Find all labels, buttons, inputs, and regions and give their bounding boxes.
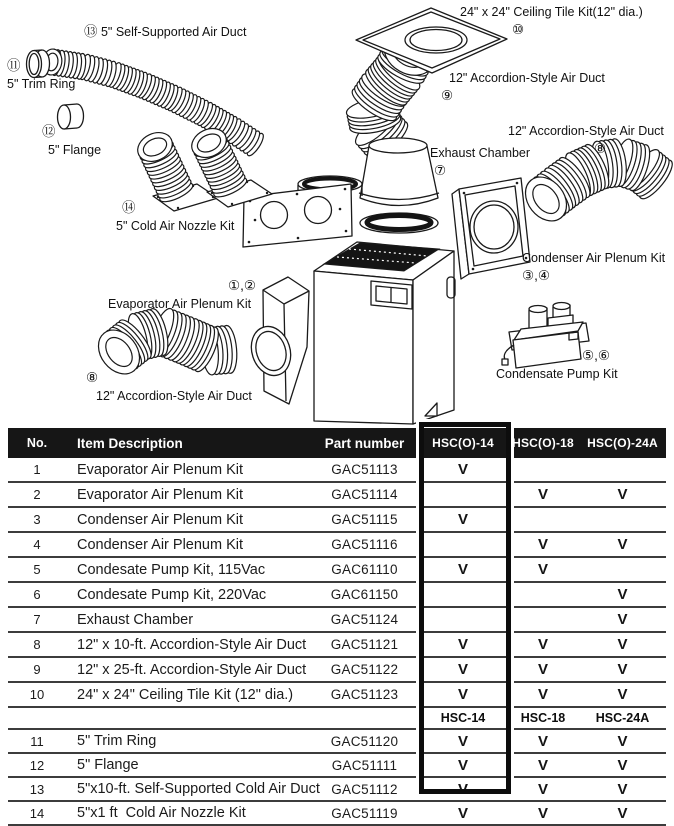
cell-check-18: V [537,661,548,678]
label-text: 5" Self-Supported Air Duct [100,25,247,39]
label-ceiling-tile-kit [460,3,643,39]
cell-check-24a: V [617,686,628,703]
header-description: Item Description [77,435,183,451]
label-text: 5" Trim Ring [7,77,76,91]
cell-no: 2 [33,487,41,502]
item-number-8: ⑧ [594,141,607,156]
item-number-7: ⑦ [434,163,447,178]
cell-check-24a: V [617,804,628,822]
cell-part-number: GAC51121 [330,637,399,652]
cell-check-14: V [457,804,468,822]
cell-check-14: V [457,561,468,578]
cell-no: 11 [30,733,44,749]
table-subheader-row [8,708,666,730]
cell-description: Evaporator Air Plenum Kit [77,461,244,478]
header-model-hsc-o-24a: HSC(O)-24A [587,436,658,450]
item-number-5-6: ⑤,⑥ [582,348,610,363]
item-number-10: ⑩ [512,22,525,37]
cell-description: 24" x 24" Ceiling Tile Kit (12" dia.) [77,686,294,703]
label-exhaust-chamber [430,144,530,180]
cell-check-24a: V [617,661,628,678]
cold-air-nozzle-a-icon [133,127,195,205]
cell-description: 5" Trim Ring [77,733,157,749]
cell-part-number: GAC51122 [330,662,399,677]
exhaust-chamber-icon [359,138,439,206]
cell-check-18: V [537,804,548,822]
label-evaporator-plenum [108,277,256,313]
label-text: 12" Accordion-Style Air Duct [508,124,664,138]
cell-no: 14 [29,805,45,821]
cell-description: 5" Flange [77,757,139,773]
cell-no: 13 [29,781,45,797]
cell-check-24a: V [617,732,628,750]
table-header-row [8,428,666,458]
label-self-supported-duct [84,23,246,41]
cell-part-number: GAC51111 [331,757,398,773]
cell-check-14: V [457,511,468,528]
cell-check-24a: V [617,636,628,653]
cell-no: 4 [33,537,41,552]
item-number-12: ⑫ [42,124,56,139]
cell-description: Evaporator Air Plenum Kit [77,486,244,503]
label-text: 12" Accordion-Style Air Duct [449,71,605,85]
item-number-14: ⑭ [122,200,136,215]
cell-part-number: GAC51114 [331,487,398,502]
header-part-number: Part number [324,435,405,451]
cell-check-18: V [537,756,548,774]
condenser-plenum-icon [452,178,530,279]
label-text: Condenser Air Plenum Kit [522,251,666,265]
cell-check-18: V [537,686,548,703]
label-condenser-plenum [522,249,665,285]
cell-part-number: GAC51124 [330,612,399,627]
cell-check-14: V [457,780,468,798]
subheader-hsc-24a: HSC-24A [595,711,650,725]
header-model-hsc-o-18: HSC(O)-18 [512,436,574,450]
cell-part-number: GAC51112 [331,781,398,797]
table-row [8,778,666,802]
item-number-9: ⑨ [441,88,454,103]
table-row [8,483,666,508]
cell-no: 6 [33,587,41,602]
cell-description: 12" x 25-ft. Accordion-Style Air Duct [77,661,307,678]
label-flange [42,123,101,159]
header-model-hsc-o-14: HSC(O)-14 [432,436,494,450]
item-number-8: ⑧ [86,370,99,385]
item-number-1-2: ①,② [228,278,256,293]
table-row [8,558,666,583]
table-row [8,533,666,558]
cell-part-number: GAC51120 [330,733,399,749]
cell-check-18: V [537,486,548,503]
portable-ac-unit-icon [314,213,455,424]
cell-part-number: GAC61150 [330,587,399,602]
table-row [8,802,666,826]
label-cold-air-nozzle [116,199,234,235]
cell-no: 10 [29,687,45,702]
label-text: Evaporator Air Plenum Kit [108,297,252,311]
table-row [8,730,666,754]
cell-description: Exhaust Chamber [77,611,194,628]
cell-part-number: GAC51116 [331,537,398,552]
table-row [8,683,666,708]
table-row [8,458,666,483]
label-text: 5" Flange [48,143,102,157]
label-accordion-duct-9 [441,69,605,105]
cell-check-18: V [537,780,548,798]
cell-part-number: GAC51113 [331,462,398,477]
item-number-3-4: ③,④ [522,268,550,283]
table-row [8,508,666,533]
cell-description: Condesate Pump Kit, 220Vac [77,586,267,603]
label-text: Condensate Pump Kit [496,367,618,381]
cell-check-14: V [457,636,468,653]
subheader-hsc-14: HSC-14 [440,711,486,725]
cell-check-14: V [457,686,468,703]
cell-no: 12 [29,757,45,773]
cell-description: Condesate Pump Kit, 115Vac [77,561,266,578]
label-accordion-duct-8-left [86,369,252,405]
item-number-13: ⑬ [84,24,98,39]
cell-check-24a: V [617,486,628,503]
cell-description: Condenser Air Plenum Kit [77,511,244,528]
parts-table [8,428,666,826]
label-text: 12" Accordion-Style Air Duct [96,389,252,403]
label-condensate-pump [496,347,618,383]
cell-no: 5 [33,562,41,577]
cell-description: 12" x 10-ft. Accordion-Style Air Duct [77,636,307,653]
cell-description: 5"x10-ft. Self-Supported Cold Air Duct [77,781,320,797]
table-row [8,633,666,658]
cell-no: 3 [33,512,41,527]
cell-part-number: GAC51115 [331,512,398,527]
cell-description: 5"x1 ft Cold Air Nozzle Kit [77,805,246,821]
cell-check-14: V [457,732,468,750]
table-row [8,754,666,778]
table-row [8,608,666,633]
cell-part-number: GAC51123 [330,687,399,702]
item-number-11: ⑪ [7,58,21,73]
cell-check-18: V [537,536,548,553]
cell-check-24a: V [617,756,628,774]
cell-check-24a: V [617,611,628,628]
cell-check-18: V [537,732,548,750]
cell-check-24a: V [617,536,628,553]
label-text: 5" Cold Air Nozzle Kit [116,219,235,233]
cell-check-14: V [457,756,468,774]
label-text: Exhaust Chamber [430,146,531,160]
cell-no: 7 [33,612,41,627]
cell-check-24a: V [617,586,628,603]
cell-no: 8 [33,637,41,652]
label-trim-ring [7,57,75,93]
cell-check-14: V [457,461,468,478]
cell-check-14: V [457,661,468,678]
table-row [8,658,666,683]
cell-description: Condenser Air Plenum Kit [77,536,244,553]
cell-part-number: GAC61110 [331,562,398,577]
header-no: No. [26,436,48,450]
table-row [8,583,666,608]
cell-no: 9 [33,662,41,677]
cell-check-18: V [537,636,548,653]
cell-part-number: GAC51119 [331,805,398,821]
label-text: 24" x 24" Ceiling Tile Kit(12" dia.) [460,5,643,19]
cell-no: 1 [33,462,41,477]
subheader-hsc-18: HSC-18 [520,711,566,725]
cell-check-18: V [537,561,548,578]
label-accordion-duct-8-right [508,122,664,158]
cell-check-24a: V [617,780,628,798]
